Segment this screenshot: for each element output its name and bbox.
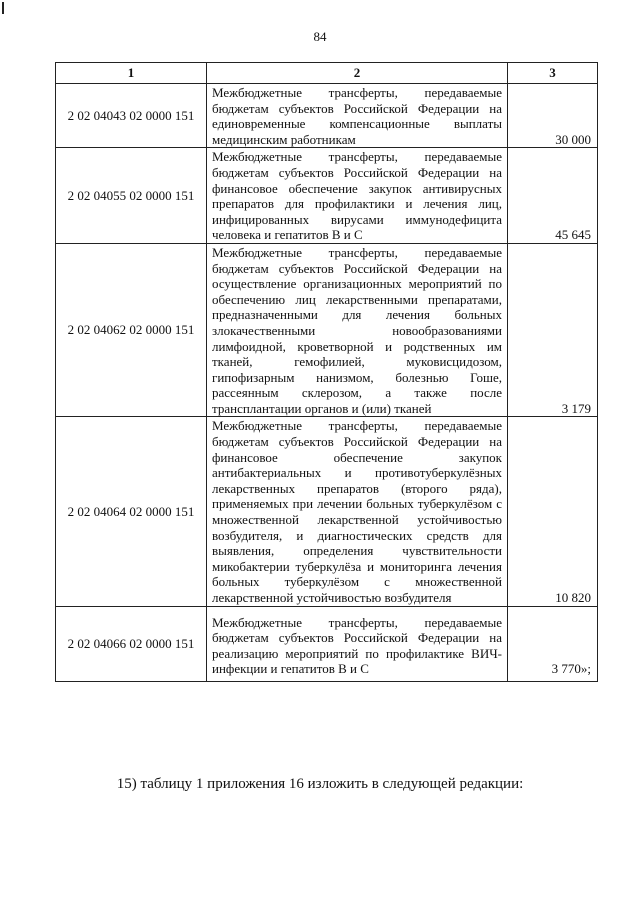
page-number: 84 [313,29,327,44]
budget-code: 2 02 04066 02 0000 151 [56,606,207,681]
budget-amount: 10 820 [508,417,598,606]
budget-table [55,62,598,682]
budget-description: Межбюджетные трансферты, передаваемые бюджетам субъектов Российской Федерации на финансовое обеспечение закупок антивирусных препаратов для профилактики и лечения лиц, инфицированных вирусами иммунодефицита человека и гепатитов В и С [207,148,508,244]
budget-amount: 45 645 [508,148,598,244]
budget-amount: 3 179 [508,243,598,417]
table-header-row [56,63,598,84]
table-row [56,417,598,606]
column-header-description: 2 [207,63,508,84]
table-row [56,606,598,681]
budget-code: 2 02 04062 02 0000 151 [56,243,207,417]
budget-amount: 30 000 [508,84,598,148]
budget-description: Межбюджетные трансферты, передаваемые бюджетам субъектов Российской Федерации на осуществление организационных мероприятий по обеспечению лиц лекарственными препаратами, предназначенными для лечения больных злокачественными новообразованиями лимфоидной, кроветворной и родственных им тканей, гемофилией, муковисцидозом, гипофизарным нанизмом, болезнью Гоше, рассеянным склерозом, а также после трансплантации органов и (или) тканей [207,243,508,417]
budget-code: 2 02 04055 02 0000 151 [56,148,207,244]
table-row [56,243,598,417]
budget-description: Межбюджетные трансферты, передаваемые бюджетам субъектов Российской Федерации на реализацию мероприятий по профилактике ВИЧ-инфекции и гепатитов В и С [207,606,508,681]
scan-mark [2,2,4,14]
table-row [56,84,598,148]
amendment-instruction: 15) таблицу 1 приложения 16 изложить в следующей редакции: [116,776,524,792]
table-row [56,148,598,244]
budget-code: 2 02 04064 02 0000 151 [56,417,207,606]
column-header-code: 1 [56,63,207,84]
budget-code: 2 02 04043 02 0000 151 [56,84,207,148]
budget-description: Межбюджетные трансферты, передаваемые бюджетам субъектов Российской Федерации на финансовое обеспечение закупок антибактериальных и противотуберкулёзных лекарственных препаратов (второго ряда), применяемых при лечении больных туберкулёзом с множественной лекарственной устойчивостью возбудителя, и диагностических средств для выявления, определения чувствительности микобактерии туберкулёза и мониторинга лечения больных туберкулёзом с множественной лекарственной устойчивостью возбудителя [207,417,508,606]
column-header-amount: 3 [508,63,598,84]
budget-description: Межбюджетные трансферты, передаваемые бюджетам субъектов Российской Федерации на единовременные компенсационные выплаты медицинским работникам [207,84,508,148]
budget-amount: 3 770»; [508,606,598,681]
